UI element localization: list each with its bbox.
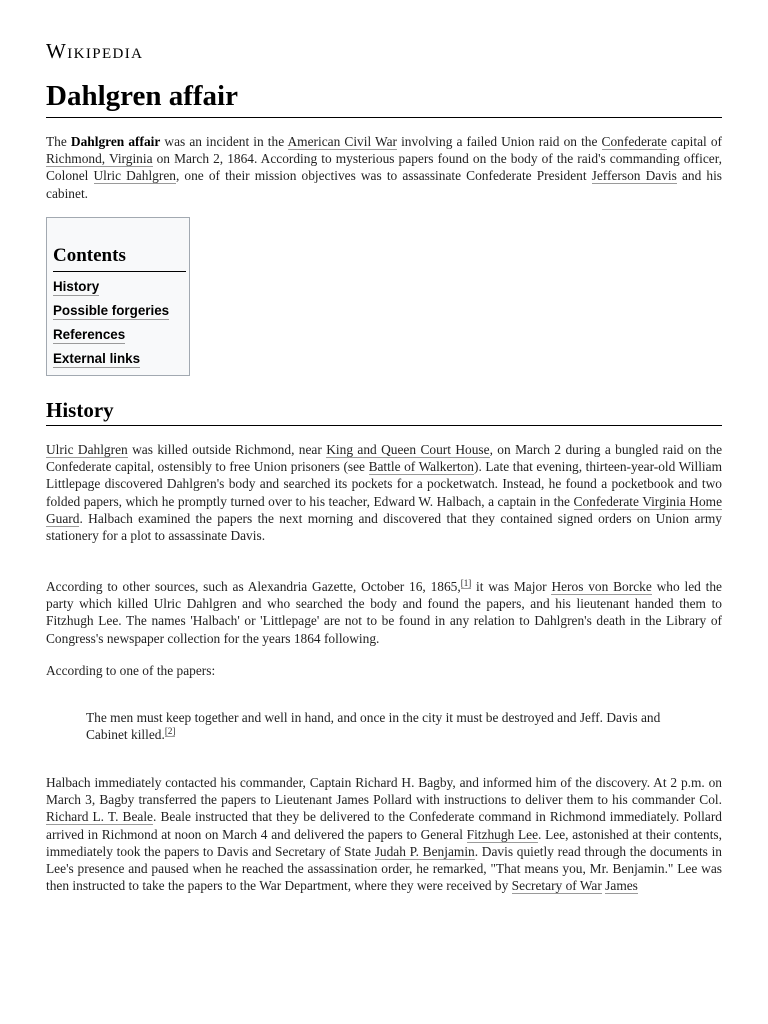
lead-text: capital of bbox=[666, 134, 722, 149]
toc-item-references[interactable]: References bbox=[53, 327, 126, 342]
toc-title: Contents bbox=[53, 245, 126, 266]
paragraph-text: was killed outside Richmond, near bbox=[127, 442, 327, 457]
paragraph-text: . Halbach examined the papers the next morning and discovered that they contained signed orders on Union army stationery for a plot to assassinate Davis. bbox=[46, 510, 722, 544]
history-paragraph-1 bbox=[46, 441, 722, 544]
citation-2[interactable]: [2] bbox=[164, 725, 176, 736]
paragraph-text: it was Major bbox=[471, 579, 552, 594]
paragraph-text: , on March 2 during a bungled raid on the Confederate capital, ostensibly to free Union prisoners (see bbox=[46, 442, 723, 475]
toc-divider bbox=[53, 271, 186, 272]
link-judah-p-benjamin[interactable]: Judah P. Benjamin bbox=[374, 843, 475, 859]
link-richmond-virginia[interactable]: Richmond, Virginia bbox=[46, 151, 153, 167]
block-quote bbox=[86, 709, 686, 743]
section-divider bbox=[46, 425, 722, 426]
table-of-contents bbox=[46, 217, 190, 376]
paragraph-text: . Beale instructed that they be delivered to the Confederate command in Richmond immediately. Pollard arrived in Richmond at noon on March 4 and delivered the papers to General bbox=[46, 809, 723, 842]
link-king-and-queen-court-house[interactable]: King and Queen Court House bbox=[326, 442, 490, 457]
link-jefferson-davis[interactable]: Jefferson Davis bbox=[591, 168, 677, 184]
link-richard-l-t-beale[interactable]: Richard L. T. Beale bbox=[46, 809, 154, 825]
lead-text: was an incident in the bbox=[160, 134, 288, 149]
link-ulric-dahlgren[interactable]: Ulric Dahlgren bbox=[46, 442, 128, 457]
title-divider bbox=[46, 117, 722, 118]
history-paragraph-2 bbox=[46, 578, 722, 647]
link-secretary-of-war[interactable]: Secretary of War bbox=[511, 878, 602, 894]
link-james[interactable]: James bbox=[605, 878, 638, 894]
citation-1[interactable]: [1] bbox=[460, 577, 472, 588]
toc-item-history[interactable]: History bbox=[53, 279, 100, 294]
lead-text: , one of their mission objectives was to assassinate Confederate President bbox=[175, 168, 592, 184]
link-fitzhugh-lee[interactable]: Fitzhugh Lee bbox=[466, 826, 539, 842]
paragraph-text: . Davis quietly read through the documents in Lee's presence and paused when he reached the assassination order, he remarked, "That means you, Mr. Benjamin." Lee was then instructed to take the papers to the War Department, where they were received by bbox=[46, 843, 723, 894]
link-american-civil-war[interactable]: American Civil War bbox=[287, 134, 397, 149]
wikipedia-wordmark[interactable]: Wikipedia bbox=[46, 39, 144, 63]
toc-item-external-links[interactable]: External links bbox=[53, 351, 141, 366]
link-battle-of-walkerton[interactable]: Battle of Walkerton bbox=[368, 459, 475, 475]
lead-text: involving a failed Union raid on the bbox=[397, 134, 602, 149]
lead-bold-term: Dahlgren affair bbox=[70, 134, 161, 149]
paragraph-text: who led the party which killed Ulric Dahlgren and who searched the body and found the papers, and his lieutenant handed them to Fitzhugh Lee. The names 'Halbach' or 'Littlepage' are not to be found in any relation to Dahlgren's death in the Library of Congress's newspaper collection for the years 1864 following. bbox=[46, 579, 722, 646]
quote-text: The men must keep together and well in hand, and once in the city it must be destroyed and Jeff. Davis and Cabinet killed. bbox=[86, 710, 661, 743]
history-paragraph-3: According to one of the papers: bbox=[46, 663, 216, 678]
lead-paragraph bbox=[46, 133, 722, 202]
link-confederate-virginia-home-guard[interactable]: Confederate Virginia Home Guard bbox=[46, 493, 723, 526]
toc-item-possible-forgeries[interactable]: Possible forgeries bbox=[53, 303, 170, 318]
lead-text: The bbox=[46, 134, 71, 149]
lead-text: and his cabinet. bbox=[46, 168, 723, 201]
paragraph-text: . Lee, astonished at their contents, immediately took the papers to Davis and Secretary of State bbox=[46, 826, 722, 859]
page-title: Dahlgren affair bbox=[46, 80, 238, 112]
link-confederate[interactable]: Confederate bbox=[601, 134, 667, 149]
paragraph-text: According to other sources, such as Alexandria Gazette, October 16, 1865, bbox=[46, 579, 461, 594]
lead-text: on March 2, 1864. According to mysterious papers found on the body of the raid's commanding officer, Colonel bbox=[46, 151, 722, 184]
history-paragraph-4 bbox=[46, 774, 722, 894]
paragraph-text: ). Late that evening, thirteen-year-old William Littlepage discovered Dahlgren's body and searched its pockets for a pocketwatch. Instead, he found a pocketbook and two folded papers, which he promptly turned over to his teacher, Edward W. Halbach, a captain in the bbox=[46, 459, 723, 509]
link-heros-von-borcke[interactable]: Heros von Borcke bbox=[551, 579, 652, 594]
paragraph-text: Halbach immediately contacted his commander, Captain Richard H. Bagby, and informed him of the discovery. At 2 p.m. on March 3, Bagby transferred the papers to Lieutenant James Pollard with instructions to deliver them to his commander Col. bbox=[46, 775, 722, 808]
link-ulric-dahlgren[interactable]: Ulric Dahlgren bbox=[93, 168, 176, 184]
section-heading-history: History bbox=[46, 398, 114, 422]
